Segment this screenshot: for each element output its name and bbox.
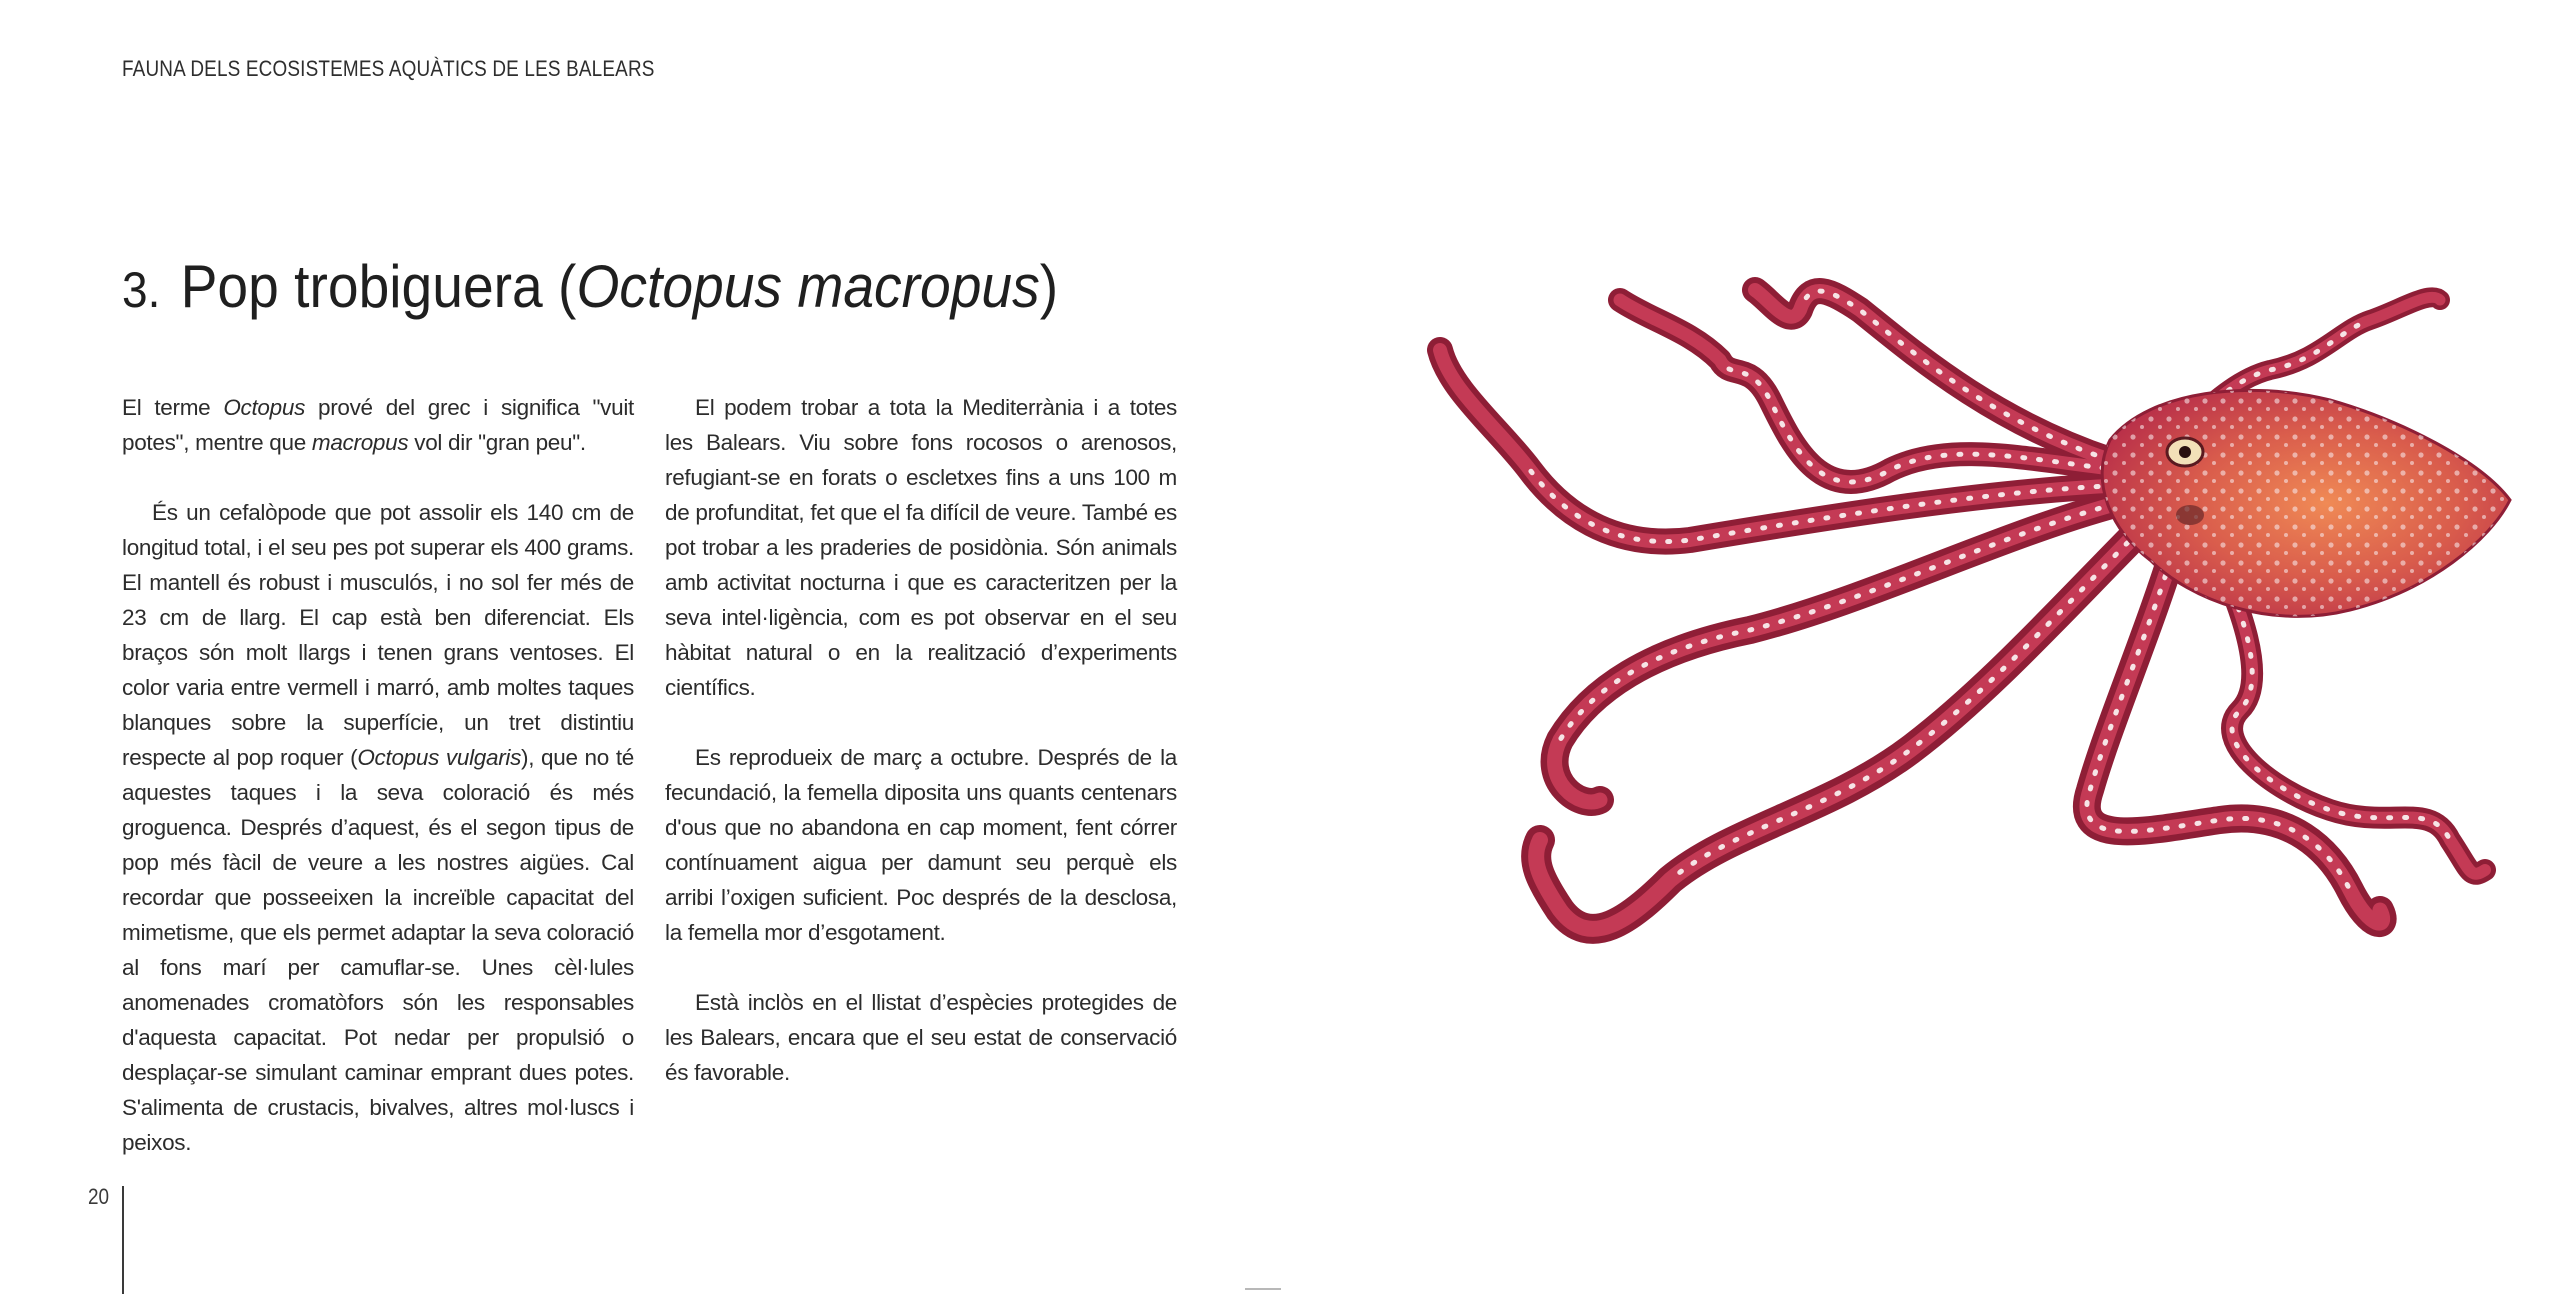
octopus-arm	[1536, 520, 2150, 929]
paragraph-conservation: Està inclòs en el llistat d’espècies protegides de les Balears, encara que el seu estat de conservació és favorable.	[665, 990, 1177, 1085]
chapter-title	[122, 252, 1058, 321]
text-run: vol dir "gran peu".	[408, 430, 586, 455]
text-run: És un cefalòpode que pot assolir els 140 cm de longitud total, i el seu pes pot superar els 400 grams. El mantell és robust i musculós, i no sol fer més de 23 cm de llarg. El cap està ben diferenciat. Els braços són molt llargs i tenen grans ventoses. El color varia entre vermell i marró, amb moltes taques blanques sobre la superfície, un tret distintiu respecte al pop roquer (	[122, 500, 634, 770]
running-header: FAUNA DELS ECOSISTEMES AQUÀTICS DE LES BALEARS	[122, 56, 655, 81]
chapter-common-name: Pop trobiguera (	[180, 253, 577, 320]
italic-term: macropus	[311, 430, 409, 455]
chapter-number: 3.	[122, 262, 161, 318]
paragraph-etymology	[122, 390, 634, 460]
paragraph-description	[122, 495, 634, 1160]
octopus-illustration	[1390, 270, 2520, 1040]
paragraph-habitat: El podem trobar a tota la Mediterrània i a totes les Balears. Viu sobre fons rocosos o arenosos, refugiant-se en forats o escletxes fins a uns 100 m de profunditat, fet que el fa difícil de veure. També es pot trobar a les praderies de posidònia. Són animals amb activitat nocturna i que es caracteritzen per la seva intel·ligència, com es pot observar en el seu hàbitat natural o en la realització d’experiments científics.	[665, 395, 1177, 700]
chapter-scientific-name: Octopus macropus	[576, 253, 1040, 320]
text-column-right	[665, 390, 1177, 1125]
fold-mark	[1245, 1288, 1281, 1290]
margin-rule	[122, 1186, 124, 1294]
paragraph-reproduction: Es reprodueix de març a octubre. Després de la fecundació, la femella diposita uns quants centenars d'ous que no abandona en cap moment, fent córrer contínuament aigua per damunt seu perquè els arribi l’oxigen suficient. Poc després de la desclosa, la femella mor d’esgotament.	[665, 745, 1177, 945]
text-run: ), que no té aquestes taques i la seva coloració és més groguenca. Després d’aquest, és el segon tipus de pop més fàcil de veure a les nostres aigües. Cal recordar que posseeixen la increïble capacitat del mimetisme, que els permet adaptar la seva coloració al fons marí per camuflar-se. Unes cèl·lules anomenades cromatòfors són les responsables d'aquesta capacitat. Pot nedar per propulsió o desplaçar-se simulant caminar emprant dues potes. S'alimenta de crustacis, bivalves, altres mol·luscs i peixos.	[122, 745, 634, 1155]
italic-term: Octopus vulgaris	[357, 745, 522, 770]
text-run: El terme	[122, 395, 224, 420]
text-column-left	[122, 390, 634, 1195]
italic-term: Octopus	[223, 395, 306, 420]
page-number: 20	[88, 1184, 110, 1209]
chapter-title-close: )	[1039, 253, 1059, 320]
text-run: prové del grec i significa "vuit potes", mentre que	[122, 395, 634, 455]
